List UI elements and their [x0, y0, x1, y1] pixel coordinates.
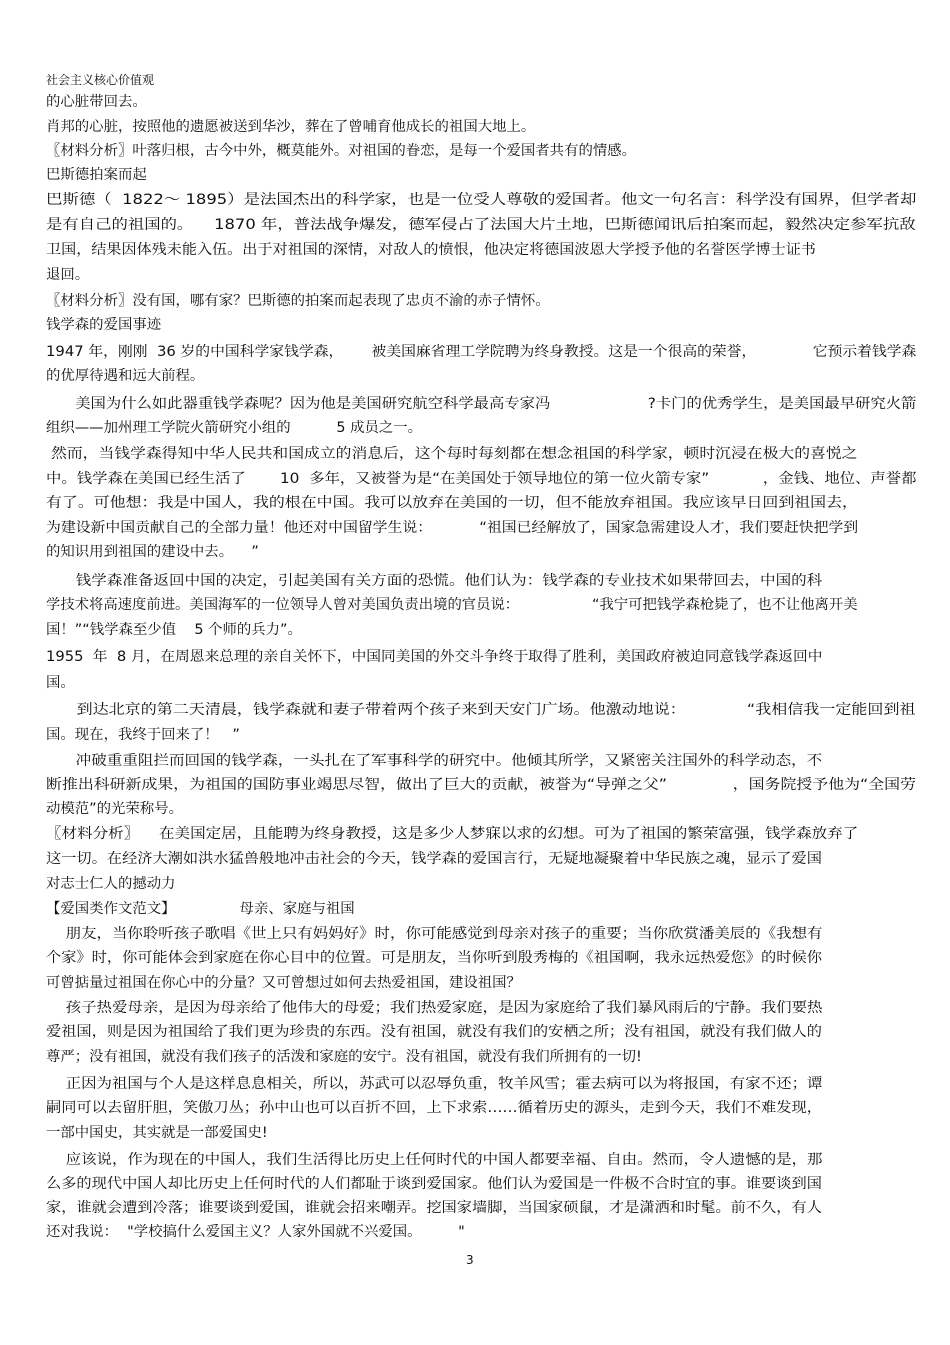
text-line: 是有自己的祖国的。 1870 年，普法战争爆发，德军侵占了法国大片土地，巴斯德闻讯后拍案而起，毅然决定参军抗敌 — [46, 217, 916, 233]
text-line: 应该说，作为现在的中国人，我们生活得比历史上任何时代的中国人都要幸福、自由。然而，令人遗憾的是，那 — [46, 1152, 823, 1168]
text-line: 孩子热爱母亲，是因为母亲给了他伟大的母爱；我们热爱家庭，是因为家庭给了我们暴风雨后的宁静。我们要热 — [46, 1000, 823, 1016]
text-line: 巴斯德拍案而起 — [46, 167, 147, 183]
text-line: 1947 年，刚刚 36 岁的中国科学家钱学森， 被美国麻省理工学院聘为终身教授。这是一个很高的荣誉， 它预示着钱学森 — [46, 344, 917, 360]
text-line: 断推出科研新成果，为祖国的国防事业竭思尽智，做出了巨大的贡献，被誉为“导弹之父” ，国务院授予他为“全国劳 — [46, 777, 917, 793]
text-line: 〖材料分析〗没有国，哪有家？巴斯德的拍案而起表现了忠贞不渝的赤子情怀。 — [46, 293, 550, 309]
text-line: 〖材料分析〗 在美国定居，且能聘为终身教授，这是多少人梦寐以求的幻想。可为了祖国的繁荣富强，钱学森放弃了 — [46, 826, 859, 842]
text-line: 嗣同可以去留肝胆，笑傲刀丛；孙中山也可以百折不回，上下求索……循着历史的源头，走到今天，我们不难发现， — [46, 1100, 822, 1116]
text-line: 的知识用到祖国的建设中去。 ” — [46, 544, 259, 560]
text-line: 国。现在，我终于回来了！ ” — [46, 727, 240, 743]
text-line: 然而，当钱学森得知中华人民共和国成立的消息后，这个每时每刻都在想念祖国的科学家，顿时沉浸在极大的喜悦之 — [46, 446, 858, 462]
text-line: 冲破重重阻拦而回国的钱学森，一头扎在了军事科学的研究中。他倾其所学，又紧密关注国外的科学动态，不 — [46, 753, 823, 769]
text-line: 钱学森的爱国事迹 — [46, 317, 162, 333]
text-line: 1955 年 8 月，在周恩来总理的亲自关怀下，中国同美国的外交斗争终于取得了胜利，美国政府被迫同意钱学森返回中 — [46, 649, 823, 665]
text-line: 退回。 — [46, 267, 90, 283]
text-line: 到达北京的第二天清晨，钱学森就和妻子带着两个孩子来到天安门广场。他激动地说： “我相信我一定能回到祖 — [46, 702, 916, 718]
text-line: 的心脏带回去。 — [46, 94, 147, 110]
text-line: 正因为祖国与个人是这样息息相关，所以，苏武可以忍辱负重，牧羊风雪；霍去病可以为将报国，有家不还；谭 — [46, 1076, 823, 1092]
text-line: 么多的现代中国人却比历史上任何时代的人们都耻于谈到爱国家。他们认为爱国是一件极不合时宜的事。谁要谈到国 — [46, 1176, 822, 1192]
text-line: 可曾掂量过祖国在你心中的分量？又可曾想过如何去热爱祖国，建设祖国？ — [46, 975, 521, 991]
text-line: 对志士仁人的撼动力 — [46, 876, 176, 892]
text-line: 钱学森准备返回中国的决定，引起美国有关方面的恐慌。他们认为：钱学森的专业技术如果带回去，中国的科 — [46, 573, 823, 589]
text-line: 的优厚待遇和远大前程。 — [46, 368, 205, 384]
text-line: 【爱国类作文范文】 母亲、家庭与祖国 — [46, 901, 355, 917]
page-number: 3 — [466, 1253, 474, 1267]
text-line: 巴斯德（ 1822～ 1895）是法国杰出的科学家，也是一位受人尊敬的爱国者。他文一句名言：科学没有国界，但学者却 — [46, 192, 917, 208]
text-line: 家，谁就会遭到冷落；谁要谈到爱国，谁就会招来嘲弄。挖国家墙脚，当国家硕鼠，才是潇洒和时髦。前不久，有人 — [46, 1200, 822, 1216]
text-line: 动模范”的光荣称号。 — [46, 801, 183, 817]
text-line: 这一切。在经济大潮如洪水猛兽般地冲击社会的今天，钱学森的爱国言行，无疑地凝聚着中华民族之魂，显示了爱国 — [46, 851, 822, 867]
text-line: 卫国，结果因体残未能入伍。出于对祖国的深情，对敌人的愤恨，他决定将德国波恩大学授予他的名誉医学博士证书 — [46, 242, 816, 258]
text-line: 国！”“钱学森至少值 5 个师的兵力”。 — [46, 622, 302, 638]
text-line: 个家》时，你可能体会到家庭在你心目中的位置。可是朋友，当你听到殷秀梅的《祖国啊，我永远热爱您》的时候你 — [46, 950, 822, 966]
text-line: 还对我说： "学校搞什么爱国主义？人家外国就不兴爱国。 " — [46, 1224, 465, 1240]
text-line: 有了。可他想：我是中国人，我的根在中国。我可以放弃在美国的一切，但不能放弃祖国。我应该早日回到祖国去， — [46, 495, 858, 511]
text-line: 朋友，当你聆听孩子歌唱《世上只有妈妈好》时，你可能感觉到母亲对孩子的重要；当你欣赏潘美辰的《我想有 — [46, 926, 823, 942]
running-header: 社会主义核心价值观 — [46, 73, 155, 87]
text-line: 为建设新中国贡献自己的全部力量！他还对中国留学生说： “祖国已经解放了，国家急需建设人才，我们要赶快把学到 — [46, 520, 859, 536]
text-line: 组织——加州理工学院火箭研究小组的 5 成员之一。 — [46, 420, 423, 436]
text-line: 学技术将高速度前进。美国海军的一位领导人曾对美国负责出境的官员说： “我宁可把钱学森枪毙了，也不让他离开美 — [46, 597, 858, 613]
text-line: 国。 — [46, 675, 75, 691]
text-line: 爱祖国，则是因为祖国给了我们更为珍贵的东西。没有祖国，就没有我们的安栖之所；没有祖国，就没有我们做人的 — [46, 1024, 822, 1040]
text-line: 一部中国史，其实就是一部爱国史! — [46, 1125, 268, 1141]
text-line: 肖邦的心脏，按照他的遗愿被送到华沙，葬在了曾哺育他成长的祖国大地上。 — [46, 119, 536, 135]
text-line: 美国为什么如此器重钱学森呢？因为他是美国研究航空科学最高专家冯 ?卡门的优秀学生，是美国最早研究火箭 — [46, 396, 917, 412]
text-line: 中。钱学森在美国已经生活了 10 多年，又被誉为是“在美国处于领导地位的第一位火箭专家” ，金钱、地位、声誉都 — [46, 471, 917, 487]
text-line: 〖材料分析〗叶落归根，古今中外，概莫能外。对祖国的眷恋，是每一个爱国者共有的情感。 — [46, 143, 637, 159]
text-line: 尊严；没有祖国，就没有我们孩子的活泼和家庭的安宁。没有祖国，就没有我们所拥有的一切! — [46, 1049, 642, 1065]
